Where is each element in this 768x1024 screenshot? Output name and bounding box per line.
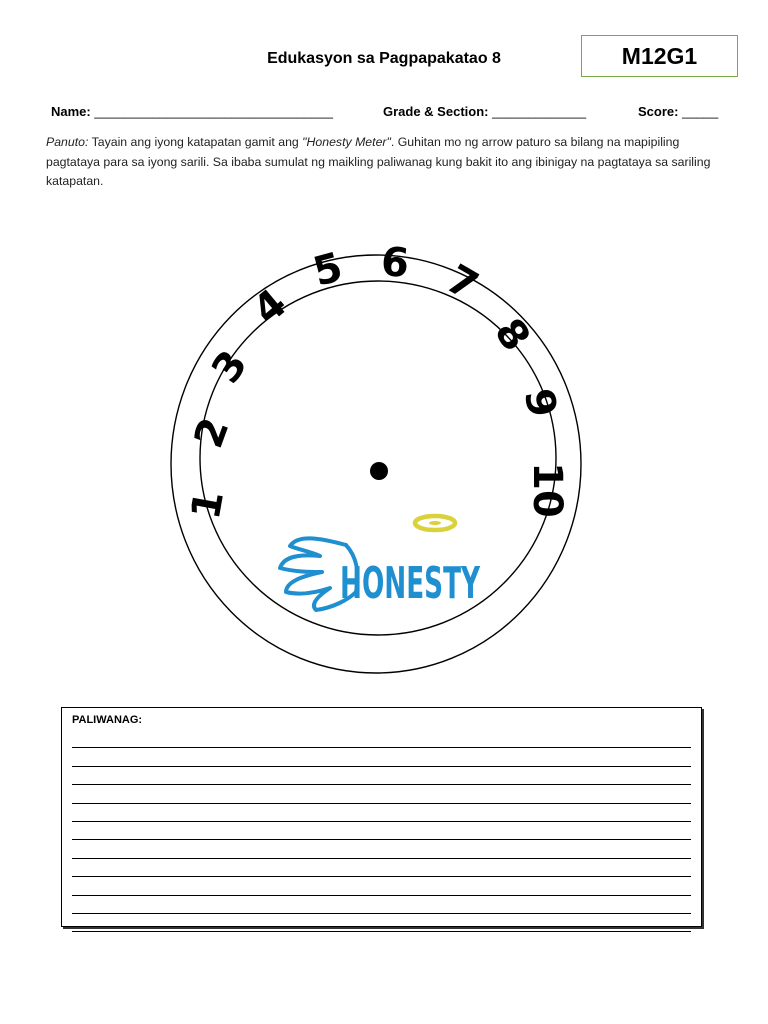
halo-center — [429, 521, 441, 525]
answer-line[interactable] — [72, 877, 691, 895]
answer-line[interactable] — [72, 804, 691, 822]
score-label: Score: — [638, 104, 679, 119]
grade-section-field[interactable] — [383, 104, 586, 119]
score-field[interactable] — [638, 104, 718, 119]
meter-number-2: 2 — [185, 412, 239, 454]
answer-line[interactable] — [72, 767, 691, 785]
meter-number-5: 5 — [308, 244, 348, 296]
score-blank[interactable]: _____ — [682, 104, 719, 119]
answer-line[interactable] — [72, 914, 691, 932]
explanation-lines[interactable] — [72, 730, 691, 932]
grade-section-blank[interactable]: _____________ — [492, 104, 587, 119]
worksheet-title: Edukasyon sa Pagpapakatao 8 — [267, 50, 501, 67]
answer-line[interactable] — [72, 730, 691, 748]
instructions-lead: Panuto: — [46, 135, 89, 149]
meter-number-9: 9 — [514, 385, 566, 421]
answer-line[interactable] — [72, 822, 691, 840]
instructions-paragraph — [46, 133, 726, 192]
name-label: Name: — [51, 104, 91, 119]
module-code-box: M12G1 — [581, 35, 738, 77]
meter-number-10: 10 — [524, 462, 570, 518]
answer-line[interactable] — [72, 785, 691, 803]
honesty-meter-name: "Honesty Meter" — [302, 135, 391, 149]
answer-line[interactable] — [72, 859, 691, 877]
instructions-text-1: Tayain ang iyong katapatan gamit ang — [88, 135, 303, 149]
name-blank[interactable]: _________________________________ — [94, 104, 333, 119]
honesty-logo — [280, 516, 481, 610]
meter-center-dot — [370, 462, 388, 480]
explanation-box[interactable] — [61, 707, 702, 927]
meter-number-4: 4 — [244, 280, 296, 334]
grade-section-label: Grade & Section: — [383, 104, 489, 119]
meter-number-8: 8 — [485, 310, 539, 360]
explanation-label: PALIWANAG: — [72, 714, 143, 726]
answer-line[interactable] — [72, 840, 691, 858]
honesty-logo-text: HONESTY — [340, 558, 481, 609]
answer-line[interactable] — [72, 748, 691, 766]
instructions-text-2: . Guhitan mo ng arrow paturo sa bilang na mapipiling pagtataya para sa iyong sarili. Sa ibaba sumulat ng maikling paliwanag kung bakit ito ang ibinigay na pagtataya sa sariling katapatan. — [46, 135, 711, 188]
meter-number-6: 6 — [379, 238, 411, 288]
answer-line[interactable] — [72, 896, 691, 914]
meter-number-3: 3 — [203, 342, 257, 392]
meter-number-7: 7 — [438, 256, 486, 310]
meter-number-1: 1 — [182, 487, 234, 523]
honesty-meter[interactable] — [150, 220, 610, 690]
name-field[interactable] — [51, 104, 333, 119]
